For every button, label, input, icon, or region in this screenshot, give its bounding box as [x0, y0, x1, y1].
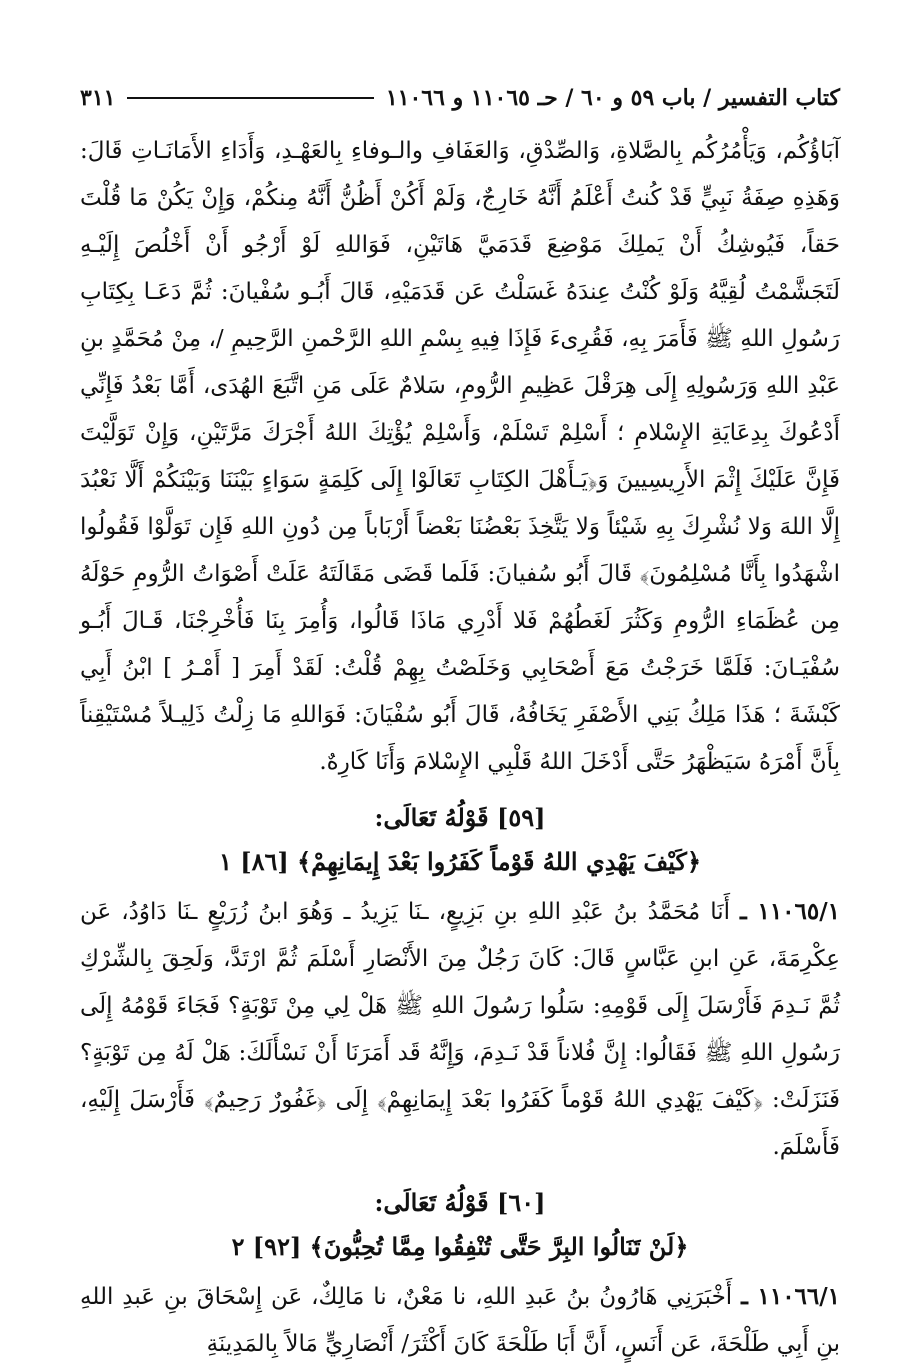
quran-verse: ﴿كَيْفَ يَهْدِي اللهُ قَوْماً كَفَرُوا بَعْدَ إِيمَانِهِمْ﴾ [٨٦] ١ [219, 847, 701, 876]
hadith-paragraph [80, 1273, 840, 1368]
page-body [80, 128, 840, 1368]
running-header [80, 78, 840, 118]
header-title: كتاب التفسير / باب ٥٩ و ٦٠ / حـ ١١٠٦٥ و ١١٠٦٦ [385, 85, 840, 111]
continued-paragraph: آبَاؤُكُم، وَيَأْمُرُكُم بِالصَّلاةِ، وَالصِّدْقِ، وَالعَفَافِ والـوفاءِ بِالعَهْـدِ، وَأَدَاءِ الأَمَانَـاتِ قَالَ: وَهَذِهِ صِفَةُ نَبِيٍّ قَدْ كُنتُ أَعْلَمُ أَنَّهُ خَارِجٌ، وَلَمْ أَكُنْ أَظُنُّ أَنَّهُ مِنكُمْ، وَإِنْ يَكُنْ مَا قُلْتَ حَقاً، فَيُوشِكُ أَنْ يَملِكَ مَوْضِعَ قَدَمَيَّ هَاتَيْنِ، فَوَاللهِ لَوْ أَرْجُو أَنْ أَخْلُصَ إِلَيْـهِ لَتَجَشَّمْتُ لُقِيَّهُ وَلَوْ كُنْتُ عِندَهُ غَسَلْتُ عَن قَدَمَيْهِ، قَالَ أَبُـو سُفْيانَ: ثُمَّ دَعَـا بِكِتَابِ رَسُولِ اللهِ ﷺ فَأَمَرَ بِهِ، فَقُرِىءَ فَإِذَا فِيهِ بِسْمِ اللهِ الرَّحْمنِ الرَّحِيمِ /، مِنْ مُحَمَّدٍ بنِ عَبْدِ اللهِ وَرَسُولِهِ إِلَى هِرَقْلَ عَظِيمِ الرُّومِ، سَلامٌ عَلَى مَنِ اتَّبَعَ الهُدَى، أَمَّا بَعْدُ فَإِنِّي أَدْعُوكَ بِدِعَايَةِ الإِسْلامِ ؛ أَسْلِمْ تَسْلَمْ، وَأَسْلِمْ يُؤْتِكَ اللهُ أَجْرَكَ مَرَّتَيْنِ، وَإِنْ تَوَلَّيْتَ فَإِنَّ عَلَيْكَ إِثْمَ الأَرِيسِيينَ وَ﴿يَـأَهْلَ الكِتَابِ تَعَالَوْا إِلَى كَلِمَةٍ سَوَاءٍ بَيْنَنَا وَبَيْنَكُمْ أَلَّا نَعْبُدَ إِلَّا اللهَ وَلا نُشْرِكَ بِهِ شَيْئاً وَلا يَتَّخِذَ بَعْضُنَا بَعْضاً أَرْبَاباً مِن دُونِ اللهِ فَإِن تَوَلَّوْا فَقُولُوا اشْهَدُوا بِأَنَّا مُسْلِمُونَ﴾ قَالَ أَبُو سُفيانَ: فَلَما قَضَى مَقَالَتَهُ عَلَتْ أَصْوَاتُ الرُّومِ حَوْلَهُ مِن عُظَمَاءِ الرُّومِ وَكَثُرَ لَغَطُهُمْ فَلا أَدْرِي مَاذَا قَالُوا، وَأُمِرَ بِنَا فَأُخْرِجْنَا، قَـالَ أَبُـو سُفْيَـانَ: فَلَمَّا خَرَجْتُ مَعَ أَصْحَابِي وَخَلَصْتُ بِهِمْ قُلْتُ: لَقَدْ أَمِرَ [ أَمْـرُ ] ابْنُ أَبِي كَبْشَةَ ؛ هَذَا مَلِكُ بَنِي الأَصْفَرِ يَخَافُهُ، قَالَ أَبُو سُفْيَانَ: فَوَاللهِ مَا زِلْتُ ذَلِيـلاً مُسْتَيْقِناً بِأَنَّ أَمْرَهُ سَيَظْهَرُ حَتَّى أَدْخَلَ اللهُ قَلْبِي الإِسْلامَ وَأَنَا كَارِهٌ. [80, 138, 840, 775]
section-heading: [٦٠] قَوْلُهُ تَعَالَى: [374, 1188, 546, 1217]
section-heading: [٥٩] قَوْلُهُ تَعَالَى: [374, 803, 546, 832]
hadith-number: ١١٠٦٥/١ ـ [740, 898, 840, 925]
header-rule [127, 97, 373, 99]
quran-verse: ﴿لَنْ تَنَالُوا البِرَّ حَتَّى تُنْفِقُوا مِمَّا تُحِبُّونَ﴾ [٩٢] ٢ [231, 1232, 689, 1261]
hadith-paragraph [80, 888, 840, 1171]
hadith-text: أَخْبَرَنِي هَارُونُ بنُ عَبدِ اللهِ، نا مَعْنٌ، نا مَالِكٌ، عَن إِسْحَاقَ بنِ عَبدِ اللهِ بنِ أَبِي طَلْحَةَ، عَن أَنَسٍ، أَنَّ أَبَا طَلْحَةَ كَانَ أَكْثَرَ/ أَنْصَارِيٍّ مَالاً بِالمَدِينَةِ [80, 1284, 840, 1357]
page-number: ٣١١ [80, 85, 116, 111]
hadith-text: أَنَا مُحَمَّدُ بنُ عَبْدِ اللهِ بنِ بَزِيعٍ، ـنَا يَزِيدُ ـ وَهُوَ ابنُ زُرَيْعٍ ـنَا دَاوُدُ، عَن عِكْرِمَةَ، عَنِ ابنِ عَبَّاسٍ قَالَ: كَانَ رَجُلٌ مِنَ الأَنْصَارِ أَسْلَمَ ثُمَّ ارْتَدَّ، وَلَحِقَ بِالشِّرْكِ ثُمَّ نَـدِمَ فَأَرْسَلَ إِلَى قَوْمِهِ: سَلُوا رَسُولَ اللهِ ﷺ هَلْ لِي مِنْ تَوْبَةٍ؟ فَجَاءَ قَوْمُهُ إِلَى رَسُولِ اللهِ ﷺ فَقَالُوا: إِنَّ فُلاناً قَدْ نَـدِمَ، وَإِنَّهُ قَد أَمَرَنَا أَنْ نَسْأَلَكَ: هَلْ لَهُ مِن تَوْبَةٍ؟ فَنَزَلَتْ: ﴿كَيْفَ يَهْدِي اللهُ قَوْماً كَفَرُوا بَعْدَ إِيمَانِهِمْ﴾ إِلَى ﴿غَفُورٌ رَحِيمٌ﴾ فَأَرْسَلَ إِلَيْهِ، فَأَسْلَمَ. [80, 899, 840, 1160]
hadith-number: ١١٠٦٦/١ ـ [741, 1283, 841, 1310]
